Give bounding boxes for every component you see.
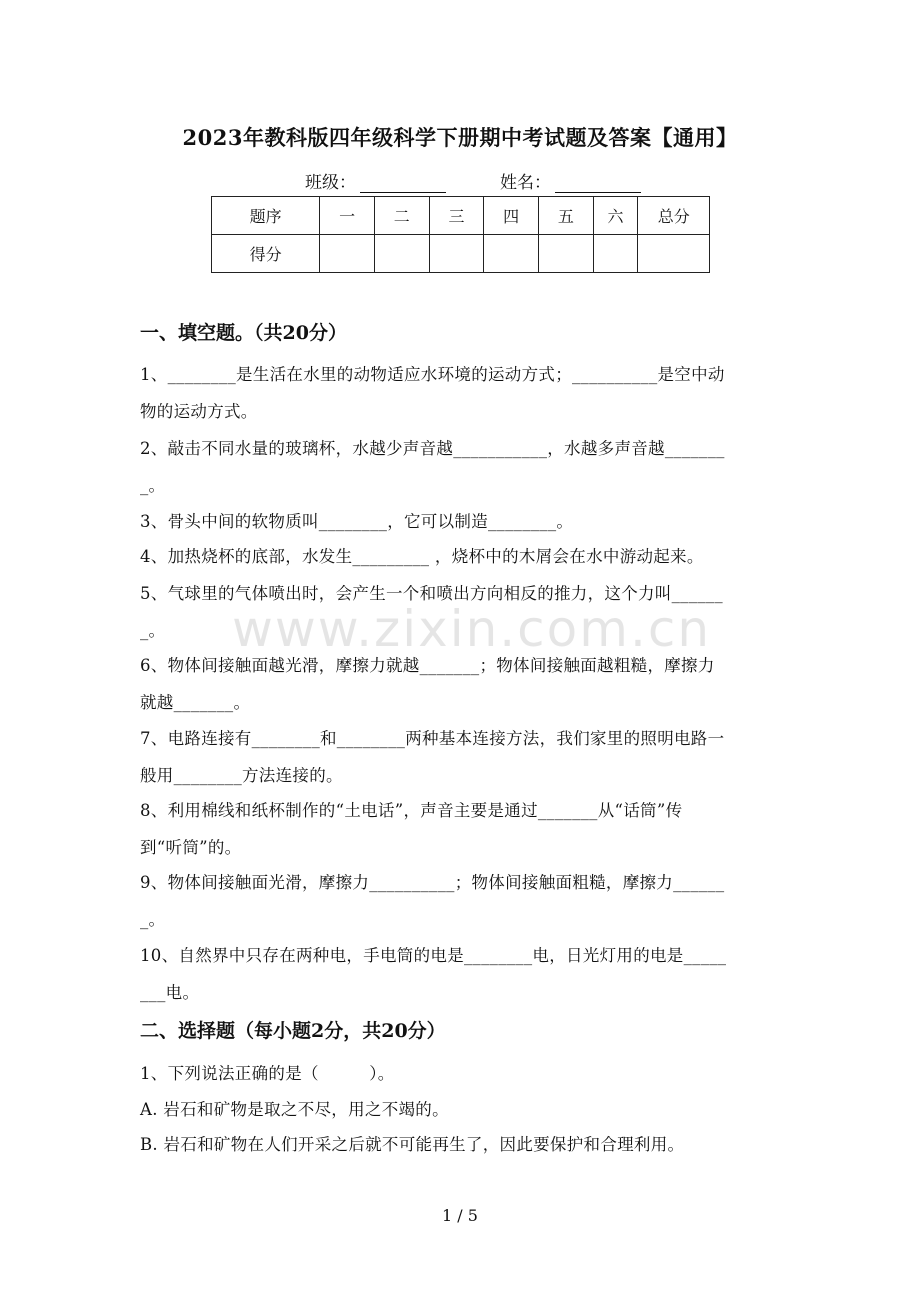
header-cell: 二 xyxy=(374,197,429,235)
question-line: 1、________是生活在水里的动物适应水环境的运动方式；__________是空中动 xyxy=(140,365,725,384)
question-line: 9、物体间接触面光滑，摩擦力__________；物体间接触面粗糙，摩擦力______ xyxy=(140,873,725,892)
score-cell[interactable] xyxy=(593,235,638,273)
header-cell: 总分 xyxy=(638,197,710,235)
header-cell: 一 xyxy=(320,197,375,235)
name-field xyxy=(500,168,641,193)
option-a[interactable]: A. 岩石和矿物是取之不尽，用之不竭的。 xyxy=(140,1100,449,1119)
header-cell: 题序 xyxy=(212,197,320,235)
row-label-cell: 得分 xyxy=(212,235,320,273)
score-cell[interactable] xyxy=(429,235,484,273)
score-table-score-row xyxy=(212,235,710,273)
question-line: 2、敲击不同水量的玻璃杯，水越少声音越___________，水越多声音越_______ xyxy=(140,439,725,458)
question-line: 就越_______。 xyxy=(140,693,251,712)
header-cell: 三 xyxy=(429,197,484,235)
header-cell: 六 xyxy=(593,197,638,235)
question-line: 般用________方法连接的。 xyxy=(140,766,343,785)
question-line: 到“听筒”的。 xyxy=(140,838,242,857)
option-b[interactable]: B. 岩石和矿物在人们开采之后就不可能再生了，因此要保护和合理利用。 xyxy=(140,1135,685,1154)
question-line: _。 xyxy=(140,621,166,640)
question-line: _。 xyxy=(140,910,166,929)
score-cell[interactable] xyxy=(638,235,710,273)
question-line: ___电。 xyxy=(140,983,200,1002)
score-table-header-row xyxy=(212,197,710,235)
watermark: www.zixin.com.cn xyxy=(232,600,712,658)
name-label: 姓名： xyxy=(500,173,551,193)
score-cell[interactable] xyxy=(320,235,375,273)
question-line: 7、电路连接有________和________两种基本连接方法，我们家里的照明电路一 xyxy=(140,729,725,748)
question-line: 3、骨头中间的软物质叫________，它可以制造________。 xyxy=(140,512,574,531)
question-line: 物的运动方式。 xyxy=(140,402,258,421)
question-line: _。 xyxy=(140,476,166,495)
score-cell[interactable] xyxy=(538,235,593,273)
question-line: 6、物体间接触面越光滑，摩擦力就越_______；物体间接触面越粗糙，摩擦力 xyxy=(140,656,715,675)
question-line: 5、气球里的气体喷出时，会产生一个和喷出方向相反的推力，这个力叫______ xyxy=(140,584,723,603)
score-cell[interactable] xyxy=(484,235,539,273)
score-cell[interactable] xyxy=(374,235,429,273)
name-blank[interactable] xyxy=(555,174,641,193)
class-field xyxy=(305,168,446,193)
class-label: 班级： xyxy=(305,173,356,193)
class-blank[interactable] xyxy=(360,174,446,193)
section-2-heading: 二、选择题（每小题2分，共20分） xyxy=(140,1020,446,1042)
question-line: 8、利用棉线和纸杯制作的“土电话”，声音主要是通过_______从“话筒”传 xyxy=(140,801,683,820)
question-line: 10、自然界中只存在两种电，手电筒的电是________电，日光灯用的电是_____ xyxy=(140,946,727,965)
document-title: 2023年教科版四年级科学下册期中考试题及答案【通用】 xyxy=(182,125,738,150)
page-number: 1 / 5 xyxy=(442,1206,478,1225)
header-cell: 五 xyxy=(538,197,593,235)
section-1-heading: 一、填空题。（共20分） xyxy=(140,322,347,344)
header-cell: 四 xyxy=(484,197,539,235)
question-line: 4、加热烧杯的底部，水发生_________ ，烧杯中的木屑会在水中游动起来。 xyxy=(140,547,704,566)
score-table xyxy=(211,196,710,273)
question-line: 1、下列说法正确的是（ ）。 xyxy=(140,1064,395,1083)
